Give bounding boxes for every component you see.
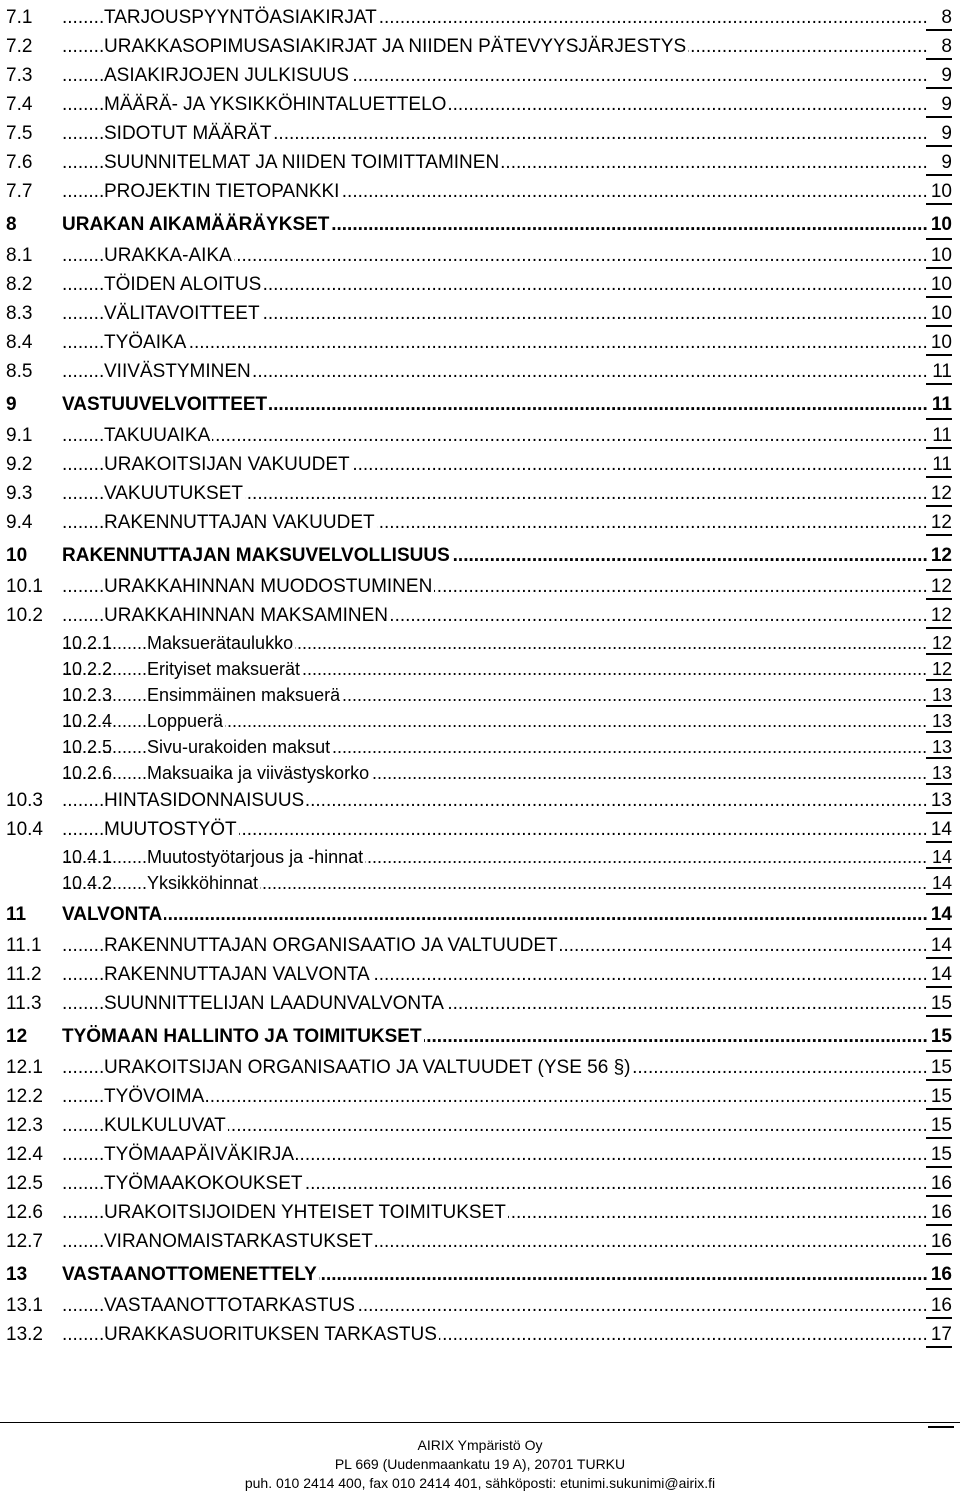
toc-entry-number: 9.3: [6, 483, 33, 504]
toc-entry-title: SUUNNITELMAT JA NIIDEN TOIMITTAMINEN: [104, 152, 500, 173]
toc-entry-page: 15: [930, 993, 952, 1014]
toc-entry-title: Maksuaika ja viivästyskorko: [147, 763, 370, 783]
toc-entry-number: 13: [6, 1264, 28, 1285]
toc-entry-page: 9: [941, 152, 952, 173]
toc-entry-title: Maksuerätaulukko: [147, 633, 294, 653]
toc-entry-title: Muutostyötarjous ja -hinnat: [147, 847, 364, 867]
toc-entry[interactable]: [0, 988, 960, 1017]
toc-entry-title: MÄÄRÄ- JA YKSIKKÖHINTALUETTELO: [104, 94, 447, 115]
toc-entry-number: 13.2: [6, 1324, 43, 1345]
toc-entry[interactable]: [0, 1197, 960, 1226]
toc-entry-page: 15: [930, 1144, 952, 1165]
toc-entry[interactable]: [0, 600, 960, 629]
toc-entry-title: Erityiset maksuerät: [147, 659, 301, 679]
toc-entry[interactable]: [0, 89, 960, 118]
toc-entry[interactable]: [0, 356, 960, 385]
toc-entry-page: 11: [932, 454, 952, 475]
toc-entry-page: 10: [930, 303, 952, 324]
toc-entry-page: 12: [931, 633, 952, 653]
toc-entry[interactable]: [0, 536, 960, 571]
toc-entry-number: 10.3: [6, 790, 43, 811]
toc-entry-page: 12: [930, 545, 952, 566]
toc-entry-number: 11.2: [6, 964, 42, 985]
toc-entry-title: TÖIDEN ALOITUS: [104, 274, 262, 295]
toc-entry-title: RAKENNUTTAJAN VALVONTA: [104, 964, 370, 985]
toc-entry-page: 13: [931, 763, 952, 783]
footer-page-mark: [928, 1426, 954, 1428]
toc-entry-title: TYÖMAAPÄIVÄKIRJA: [104, 1144, 295, 1165]
toc-entry-page: 9: [941, 65, 952, 86]
toc-entry[interactable]: [0, 733, 960, 759]
toc-entry-page: 15: [930, 1057, 952, 1078]
toc-entry-number: 10.2.5: [62, 737, 113, 757]
toc-entry-number: 11: [6, 904, 27, 925]
toc-entry-page: 8: [941, 36, 952, 57]
toc-entry-title: Sivu-urakoiden maksut: [147, 737, 331, 757]
toc-entry-number: 12.1: [6, 1057, 43, 1078]
toc-entry[interactable]: [0, 930, 960, 959]
toc-entry[interactable]: [0, 814, 960, 843]
toc-entry-title: MUUTOSTYÖT: [104, 819, 237, 840]
toc-entry-page: 11: [932, 361, 952, 382]
toc-entry-number: 10.1: [6, 576, 43, 597]
toc-entry-number: 10.4: [6, 819, 43, 840]
toc-entry-page: 12: [930, 576, 952, 597]
toc-entry-number: 7.1: [6, 7, 33, 28]
toc-entry-number: 10.2.2: [62, 659, 113, 679]
toc-entry[interactable]: [0, 1081, 960, 1110]
toc-entry[interactable]: [0, 681, 960, 707]
toc-entry-title: VALVONTA: [62, 904, 163, 925]
toc-entry-number: 8.1: [6, 245, 33, 266]
toc-entry[interactable]: [0, 571, 960, 600]
toc-entry[interactable]: [0, 1017, 960, 1052]
toc-entry-title: PROJEKTIN TIETOPANKKI: [104, 181, 340, 202]
toc-entry-title: URAKOITSIJAN ORGANISAATIO JA VALTUUDET (YSE 56 §): [104, 1057, 631, 1078]
toc-page-underline: [926, 1346, 952, 1348]
toc-entry-page: 10: [930, 274, 952, 295]
toc-entry[interactable]: [0, 298, 960, 327]
toc-entry-number: 7.2: [6, 36, 33, 57]
toc-entry-page: 10: [930, 214, 952, 235]
toc-entry[interactable]: [0, 327, 960, 356]
toc-entry-number: 13.1: [6, 1295, 43, 1316]
toc-entry[interactable]: [0, 269, 960, 298]
toc-entry-page: 13: [931, 711, 952, 731]
toc-entry-title: Loppuerä: [147, 711, 224, 731]
toc-entry-number: 11.3: [6, 993, 42, 1014]
toc-entry[interactable]: [0, 1226, 960, 1255]
toc-entry-page: 10: [930, 332, 952, 353]
toc-entry-title: RAKENNUTTAJAN VAKUUDET: [104, 512, 375, 533]
toc-entry[interactable]: [0, 118, 960, 147]
toc-entry-title: URAKKA-AIKA: [104, 245, 232, 266]
toc-entry-page: 13: [930, 790, 952, 811]
toc-entry-number: 8: [6, 214, 17, 235]
toc-entry[interactable]: [0, 31, 960, 60]
toc-entry[interactable]: [0, 205, 960, 240]
table-of-contents: [0, 2, 960, 1348]
toc-entry-page: 14: [930, 904, 952, 925]
toc-entry-number: 10.2.6: [62, 763, 113, 783]
toc-entry[interactable]: [0, 655, 960, 681]
toc-entry-page: 17: [930, 1324, 952, 1345]
toc-entry-number: 7.6: [6, 152, 33, 173]
toc-entry-title: HINTASIDONNAISUUS: [104, 790, 305, 811]
toc-entry[interactable]: [0, 2, 960, 31]
toc-entry-number: 8.2: [6, 274, 33, 295]
footer-contact: puh. 010 2414 400, fax 010 2414 401, sähköposti: etunimi.sukunimi@airix.fi: [244, 1475, 716, 1491]
toc-entry-title: URAKKAHINNAN MUODOSTUMINEN: [104, 576, 433, 597]
toc-entry-number: 10.2.4: [62, 711, 113, 731]
toc-entry-page: 14: [931, 873, 952, 893]
toc-entry-number: 11.1: [6, 935, 42, 956]
toc-entry-title: TYÖAIKA: [104, 332, 187, 353]
toc-entry-number: 7.3: [6, 65, 33, 86]
toc-entry-number: 8.3: [6, 303, 33, 324]
toc-entry-title: URAKKASOPIMUSASIAKIRJAT JA NIIDEN PÄTEVYYSJÄRJESTYS: [104, 36, 687, 57]
toc-entry-page: 15: [930, 1115, 952, 1136]
toc-entry-title: VAKUUTUKSET: [104, 483, 244, 504]
toc-entry-page: 14: [930, 819, 952, 840]
toc-entry-page: 10: [930, 245, 952, 266]
toc-entry-title: TYÖMAAN HALLINTO JA TOIMITUKSET: [62, 1026, 422, 1047]
toc-entry-number: 10.2: [6, 605, 43, 626]
toc-entry-title: RAKENNUTTAJAN MAKSUVELVOLLISUUS: [62, 545, 450, 566]
toc-entry-page: 11: [932, 425, 952, 446]
toc-leader-dots: [62, 331, 928, 355]
toc-entry-number: 12: [6, 1026, 28, 1047]
toc-entry[interactable]: [0, 959, 960, 988]
toc-entry-page: 12: [930, 605, 952, 626]
toc-entry[interactable]: [0, 1319, 960, 1348]
toc-entry-page: 12: [930, 483, 952, 504]
toc-entry-title: TYÖMAAKOKOUKSET: [104, 1173, 303, 1194]
toc-leader-dots: [62, 903, 928, 927]
toc-entry[interactable]: [0, 785, 960, 814]
toc-entry-number: 10.4.1: [62, 847, 113, 867]
page-footer: [0, 1436, 960, 1493]
toc-entry-title: URAKKASUORITUKSEN TARKASTUS: [104, 1324, 437, 1345]
toc-entry-title: Ensimmäinen maksuerä: [147, 685, 341, 705]
toc-entry-page: 8: [941, 7, 952, 28]
footer-company: AIRIX Ympäristö Oy: [417, 1437, 543, 1453]
toc-entry-title: URAKKAHINNAN MAKSAMINEN: [104, 605, 388, 626]
toc-entry[interactable]: [0, 895, 960, 930]
toc-entry[interactable]: [0, 176, 960, 205]
toc-entry[interactable]: [0, 843, 960, 869]
toc-entry[interactable]: [0, 759, 960, 785]
toc-entry[interactable]: [0, 869, 960, 895]
toc-entry-page: 15: [930, 1026, 952, 1047]
toc-entry-number: 8.5: [6, 361, 33, 382]
toc-entry-number: 7.7: [6, 181, 33, 202]
toc-entry-title: Yksikköhinnat: [147, 873, 259, 893]
toc-entry[interactable]: [0, 1110, 960, 1139]
toc-entry-page: 9: [941, 94, 952, 115]
toc-entry-number: 7.5: [6, 123, 33, 144]
toc-entry-title: URAKOITSIJAN VAKUUDET: [104, 454, 350, 475]
toc-entry-page: 16: [930, 1202, 952, 1223]
toc-entry-number: 10.2.1: [62, 633, 113, 653]
toc-entry-page: 12: [930, 512, 952, 533]
toc-entry-number: 8.4: [6, 332, 33, 353]
toc-entry-number: 10.4.2: [62, 873, 113, 893]
toc-entry[interactable]: [0, 507, 960, 536]
toc-entry[interactable]: [0, 147, 960, 176]
toc-entry-number: 12.6: [6, 1202, 43, 1223]
toc-entry-page: 14: [930, 964, 952, 985]
toc-entry-page: 16: [930, 1264, 952, 1285]
toc-entry-page: 12: [931, 659, 952, 679]
toc-entry-page: 16: [930, 1231, 952, 1252]
toc-entry-page: 14: [931, 847, 952, 867]
toc-entry-page: 14: [930, 935, 952, 956]
toc-entry-number: 12.5: [6, 1173, 43, 1194]
toc-entry[interactable]: [0, 478, 960, 507]
toc-entry-page: 9: [941, 123, 952, 144]
toc-entry-number: 10.2.3: [62, 685, 113, 705]
footer-divider: [0, 1422, 960, 1423]
toc-entry-title: VIRANOMAISTARKASTUKSET: [104, 1231, 373, 1252]
footer-address: PL 669 (Uudenmaankatu 19 A), 20701 TURKU: [334, 1456, 626, 1472]
toc-entry-number: 9.2: [6, 454, 33, 475]
toc-entry-title: TARJOUSPYYNTÖASIAKIRJAT: [104, 7, 377, 28]
toc-entry[interactable]: [0, 449, 960, 478]
toc-entry[interactable]: [0, 1168, 960, 1197]
toc-entry-title: TAKUUAIKA: [104, 425, 211, 446]
toc-entry-page: 11: [931, 394, 952, 415]
toc-entry-page: 16: [930, 1173, 952, 1194]
toc-entry-title: TYÖVOIMA: [104, 1086, 205, 1107]
toc-entry-page: 16: [930, 1295, 952, 1316]
toc-entry[interactable]: [0, 60, 960, 89]
toc-entry[interactable]: [0, 1255, 960, 1290]
toc-entry-number: 9: [6, 394, 17, 415]
toc-entry-title: RAKENNUTTAJAN ORGANISAATIO JA VALTUUDET: [104, 935, 558, 956]
toc-entry-title: VASTAANOTTOTARKASTUS: [104, 1295, 355, 1316]
toc-entry-title: ASIAKIRJOJEN JULKISUUS: [104, 65, 349, 86]
toc-entry[interactable]: [0, 1290, 960, 1319]
toc-entry-page: 15: [930, 1086, 952, 1107]
toc-entry-page: 13: [931, 737, 952, 757]
toc-entry-number: 10: [6, 545, 28, 566]
toc-entry-number: 12.2: [6, 1086, 43, 1107]
toc-entry-page: 13: [931, 685, 952, 705]
toc-entry-title: SIDOTUT MÄÄRÄT: [104, 123, 272, 144]
toc-entry-number: 12.7: [6, 1231, 43, 1252]
toc-entry-title: VÄLITAVOITTEET: [104, 303, 260, 324]
toc-entry[interactable]: [0, 707, 960, 733]
toc-entry-title: VASTUUVELVOITTEET: [62, 394, 268, 415]
toc-entry-title: SUUNNITTELIJAN LAADUNVALVONTA: [104, 993, 444, 1014]
toc-entry-number: 12.4: [6, 1144, 43, 1165]
toc-entry[interactable]: [0, 629, 960, 655]
toc-entry[interactable]: [0, 1139, 960, 1168]
toc-entry-number: 9.1: [6, 425, 33, 446]
toc-entry[interactable]: [0, 385, 960, 420]
toc-entry[interactable]: [0, 420, 960, 449]
toc-entry-number: 9.4: [6, 512, 33, 533]
toc-entry-number: 7.4: [6, 94, 33, 115]
toc-entry[interactable]: [0, 1052, 960, 1081]
toc-entry-title: URAKOITSIJOIDEN YHTEISET TOIMITUKSET: [104, 1202, 506, 1223]
toc-entry-page: 10: [930, 181, 952, 202]
toc-entry[interactable]: [0, 240, 960, 269]
toc-entry-number: 12.3: [6, 1115, 43, 1136]
toc-entry-title: VASTAANOTTOMENETTELY: [62, 1264, 317, 1285]
toc-entry-title: VIIVÄSTYMINEN: [104, 361, 251, 382]
toc-entry-title: KULKULUVAT: [104, 1115, 226, 1136]
toc-entry-title: URAKAN AIKAMÄÄRÄYKSET: [62, 214, 330, 235]
